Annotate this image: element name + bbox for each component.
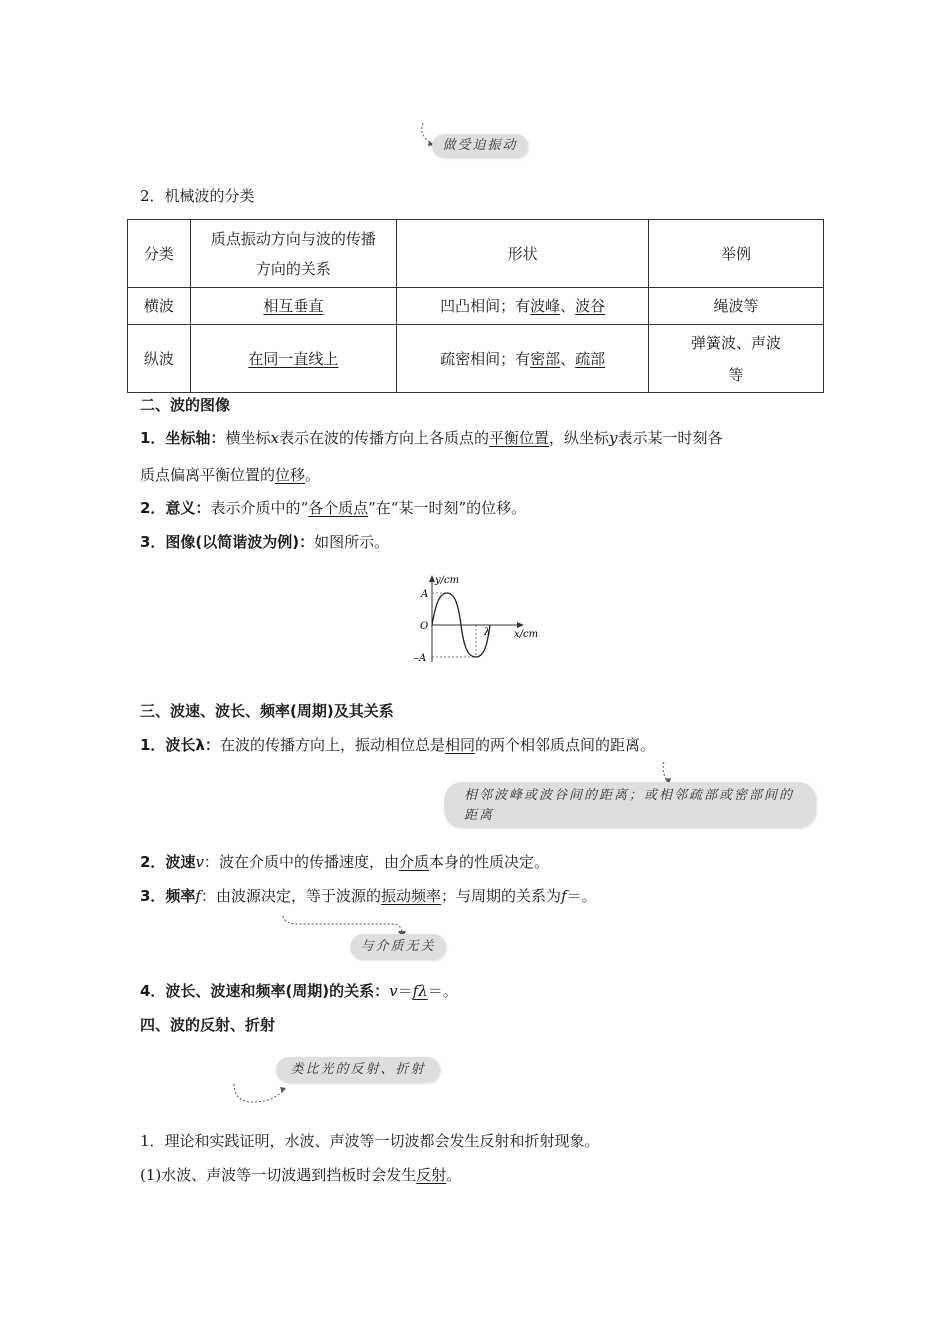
reflection-subparagraph: (1)水波、声波等一切波遇到挡板时会发生反射。 [140,1166,462,1184]
table-header: 质点振动方向与波的传播方向的关系 [190,220,397,288]
table-header: 举例 [649,220,824,288]
wave-classification-table [127,219,824,393]
note-wavelength-definition: 相邻波峰或波谷间的距离；或相邻疏部或密部间的距离 [444,782,816,828]
table-header: 分类 [128,220,191,288]
table-row [128,325,824,393]
axis-paragraph: 1．坐标轴：横坐标x表示在波的传播方向上各质点的平衡位置，纵坐标y表示某一时刻各 [140,429,723,447]
relation-paragraph: 4．波长、波速和频率(周期)的关系：v＝fλ＝。 [140,982,458,1000]
wave-speed-paragraph: 2．波速v：波在介质中的传播速度，由介质本身的性质决定。 [140,853,549,871]
table-cell: 弹簧波、声波等 [649,325,824,393]
table-cell: 凹凸相间；有波峰、波谷 [397,288,649,325]
table-cell: 在同一直线上 [190,325,397,393]
note-independent-of-medium: 与介质无关 [350,934,446,960]
frequency-paragraph: 3．频率f：由波源决定，等于波源的振动频率；与周期的关系为f＝。 [140,887,597,905]
wave-graph [410,570,550,670]
note-light-analogy: 类比光的反射、折射 [276,1057,440,1083]
reflection-paragraph: 1．理论和实践证明，水波、声波等一切波都会发生反射和折射现象。 [140,1132,600,1150]
section-title: 四、波的反射、折射 [140,1016,276,1034]
section-classification-title: 2．机械波的分类 [140,187,255,205]
table-cell: 相互垂直 [190,288,397,325]
image-paragraph: 3．图像(以简谐波为例)：如图所示。 [140,533,390,551]
meaning-paragraph: 2．意义：表示介质中的“各个质点”在“某一时刻”的位移。 [140,499,527,517]
note-arrow [228,1078,288,1110]
origin-label: O [420,621,429,632]
table-cell: 疏密相间；有密部、疏部 [397,325,649,393]
axis-paragraph-cont: 质点偏离平衡位置的位移。 [140,466,321,484]
section-title: 二、波的图像 [140,396,231,414]
note-forced-vibration: 做受迫振动 [432,134,528,158]
table-cell: 横波 [128,288,191,325]
table-row [128,288,824,325]
section-title: 三、波速、波长、频率(周期)及其关系 [140,702,394,720]
wavelength-paragraph: 1．波长λ：在波的传播方向上，振动相位总是相同的两个相邻质点间的距离。 [140,736,655,754]
table-header: 形状 [397,220,649,288]
table-cell: 绳波等 [649,288,824,325]
y-axis-label: y/cm [435,575,460,586]
x-axis-label: x/cm [514,629,539,640]
table-cell: 纵波 [128,325,191,393]
wavelength-label: λ [484,627,491,638]
amplitude-label: A [421,589,429,600]
neg-amplitude-label: –A [414,653,427,664]
